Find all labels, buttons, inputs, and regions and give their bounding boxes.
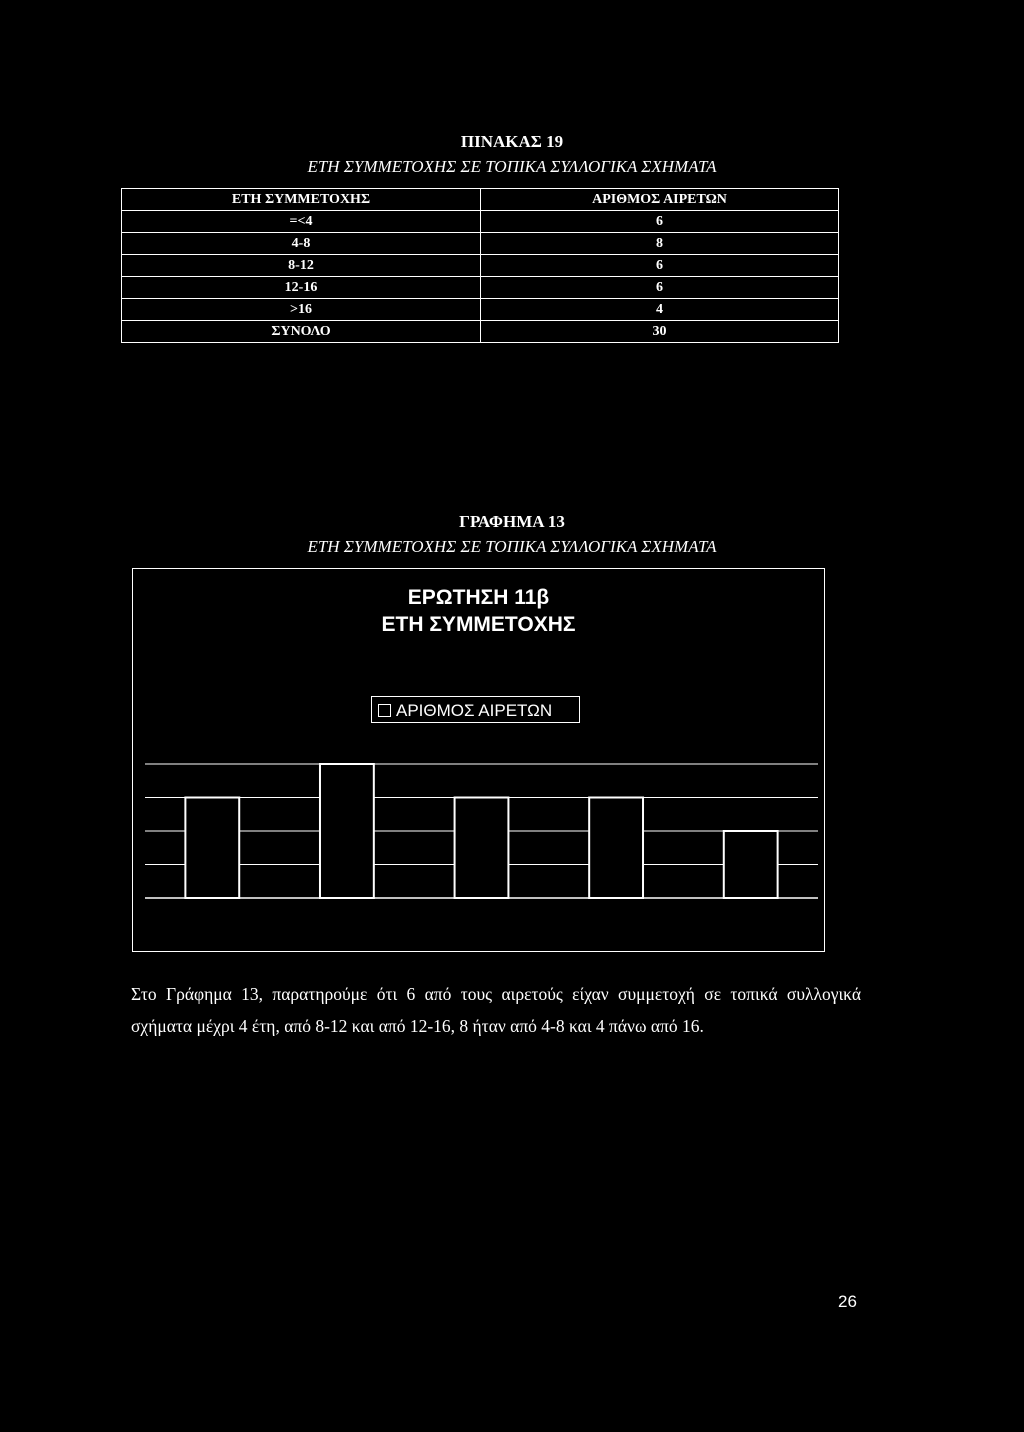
table-row (122, 255, 839, 277)
chart-caption-subtitle: ΕΤΗ ΣΥΜΜΕΤΟΧΗΣ ΣΕ ΤΟΠΙΚΑ ΣΥΛΛΟΓΙΚΑ ΣΧΗΜΑΤΑ (307, 537, 717, 556)
table-row (122, 299, 839, 321)
chart-caption-title: ΓΡΑΦΗΜΑ 13 (459, 512, 565, 531)
table-row (122, 211, 839, 233)
chart-title: ΕΡΩΤΗΣΗ 11β (407, 586, 550, 609)
table-cell-years: 4-8 (122, 233, 481, 255)
bar-8-12 (455, 798, 509, 899)
participation-table (121, 188, 839, 343)
table-header-years: ΕΤΗ ΣΥΜΜΕΤΟΧΗΣ (122, 189, 481, 211)
page-number: 26 (838, 1292, 857, 1311)
table-cell-count: 6 (481, 277, 839, 299)
table-cell-count: 8 (481, 233, 839, 255)
table-cell-years: 8-12 (122, 255, 481, 277)
table-row (122, 277, 839, 299)
table-header-row (122, 189, 839, 211)
table-cell-count: 30 (481, 321, 839, 343)
table-total-row (122, 321, 839, 343)
table-cell-years: =<4 (122, 211, 481, 233)
table-cell-count: 6 (481, 211, 839, 233)
bar-chart (133, 569, 824, 951)
table-header-count: ΑΡΙΘΜΟΣ ΑΙΡΕΤΩΝ (481, 189, 839, 211)
legend-label: ΑΡΙΘΜΟΣ ΑΙΡΕΤΩΝ (396, 701, 553, 720)
bar-=<4 (185, 798, 239, 899)
table-cell-count: 4 (481, 299, 839, 321)
table-cell-years: 12-16 (122, 277, 481, 299)
table-row (122, 233, 839, 255)
chart-frame (132, 568, 825, 952)
table-cell-years: ΣΥΝΟΛΟ (122, 321, 481, 343)
table-title: ΠΙΝΑΚΑΣ 19 (460, 132, 564, 151)
table-cell-count: 6 (481, 255, 839, 277)
bar-4-8 (320, 764, 374, 898)
table-subtitle: ΕΤΗ ΣΥΜΜΕΤΟΧΗΣ ΣΕ ΤΟΠΙΚΑ ΣΥΛΛΟΓΙΚΑ ΣΧΗΜΑΤΑ (307, 157, 717, 176)
chart-subtitle: ΕΤΗ ΣΥΜΜΕΤΟΧΗΣ (381, 613, 576, 636)
table-cell-years: >16 (122, 299, 481, 321)
body-paragraph: Στο Γράφημα 13, παρατηρούμε ότι 6 από τους αιρετούς είχαν συμμετοχή σε τοπικά συλλογικά σχήματα μέχρι 4 έτη, από 8-12 και από 12-16, 8 ήταν από 4-8 και 4 πάνω από 16. (131, 984, 861, 1036)
bar->16 (724, 831, 778, 898)
bar-12-16 (589, 798, 643, 899)
